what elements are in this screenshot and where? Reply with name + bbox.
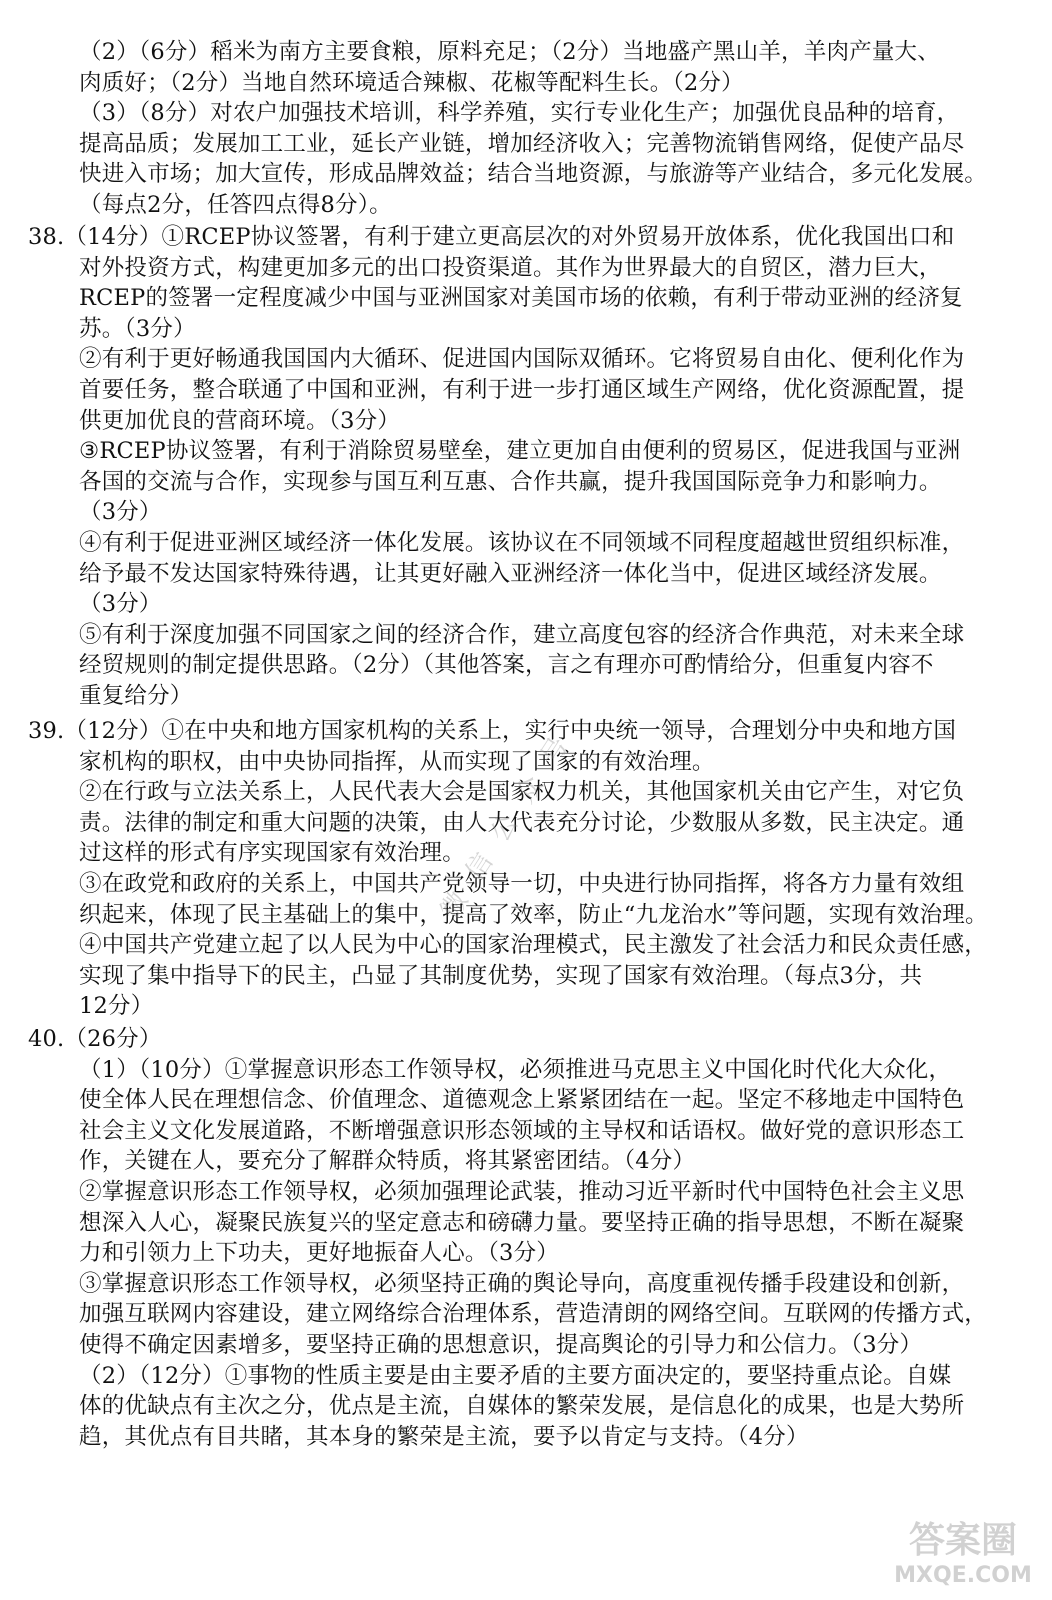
text-line: （2）（6分）稻米为南方主要食粮，原料充足；（2分）当地盛产黑山羊，羊肉产量大、: [79, 39, 940, 65]
text-line: 使全体人民在理想信念、价值理念、道德观念上紧紧团结在一起。坚定不移地走中国特色: [79, 1087, 965, 1114]
question-heading-line: 39.（12分）①在中央和地方国家机构的关系上，实行中央统一领导，合理划分中央和地方国: [28, 718, 957, 744]
text-line: 肉质好；（2分）当地自然环境适合辣椒、花椒等配料生长。（2分）: [79, 69, 744, 96]
text-line: ②在行政与立法关系上，人民代表大会是国家权力机关，其他国家机关由它产生，对它负: [79, 779, 965, 806]
text-line: 实现了集中指导下的民主，凸显了其制度优势，实现了国家有效治理。（每点3分，共: [79, 962, 923, 989]
text-line: 作，关键在人，要充分了解群众特质，将其紧密团结。（4分）: [79, 1148, 696, 1175]
text-line: ⑤有利于深度加强不同国家之间的经济合作，建立高度包容的经济合作典范，对未来全球: [79, 621, 965, 648]
text-line: 趋，其优点有目共睹，其本身的繁荣是主流，要予以肯定与支持。（4分）: [79, 1423, 809, 1450]
text-line: 给予最不发达国家特殊待遇，让其更好融入亚洲经济一体化当中，促进区域经济发展。: [79, 560, 942, 587]
text-line: 经贸规则的制定提供思路。（2分）（其他答案，言之有理亦可酌情给分，但重复内容不: [79, 652, 934, 679]
text-line: ③RCEP协议签署，有利于消除贸易壁垒，建立更加自由便利的贸易区，促进我国与亚洲: [79, 438, 961, 465]
text-line: 快进入市场；加大宣传，形成品牌效益；结合当地资源，与旅游等产业结合，多元化发展。: [79, 161, 988, 188]
text-line: ③在政党和政府的关系上，中国共产党领导一切，中央进行协同指挥，将各方力量有效组: [79, 870, 965, 897]
text-line: 重复给分）: [79, 682, 193, 709]
text-line: ③掌握意识形态工作领导权，必须坚持正确的舆论导向，高度重视传播手段建设和创新，: [79, 1270, 965, 1297]
text-line: （3分）: [79, 499, 162, 526]
text-line: ④中国共产党建立起了以人民为中心的国家治理模式，民主激发了社会活力和民众责任感，: [79, 932, 988, 959]
text-line: 织起来，体现了民主基础上的集中，提高了效率，防止“九龙治水”等问题，实现有效治理。: [79, 901, 988, 928]
text-line: 体的优缺点有主次之分，优点是主流，自媒体的繁荣发展，是信息化的成果，也是大势所: [79, 1393, 965, 1420]
text-line: ②掌握意识形态工作领导权，必须加强理论武装，推动习近平新时代中国特色社会主义思: [79, 1178, 965, 1205]
text-line: 首要任务，整合联通了中国和亚洲，有利于进一步打通区域生产网络，优化资源配置，提: [79, 376, 965, 403]
text-line: 社会主义文化发展道路，不断增强意识形态领域的主导权和话语权。做好党的意识形态工: [79, 1117, 965, 1144]
question-heading-line: 40.（26分）: [28, 1026, 162, 1052]
text-line: 过这样的形式有序实现国家有效治理。: [79, 840, 465, 867]
q38-answer-block: [28, 222, 1014, 712]
text-line: （1）（10分）①掌握意识形态工作领导权，必须推进马克思主义中国化时代化大众化，: [79, 1056, 952, 1083]
logo-domain: MXQE.COM: [894, 1563, 1032, 1588]
text-line: 各国的交流与合作，实现参与国互利互惠、合作共赢，提升我国国际竞争力和影响力。: [79, 468, 942, 495]
text-line: （3分）: [79, 591, 162, 618]
text-line: ④有利于促进亚洲区域经济一体化发展。该协议在不同领域不同程度超越世贸组织标准，: [79, 529, 965, 556]
text-line: 提高品质；发展加工工业，延长产业链，增加经济收入；完善物流销售网络，促使产品尽: [79, 130, 965, 157]
text-line: （每点2分，任答四点得8分）。: [79, 191, 392, 218]
q40-answer-block: [28, 1024, 1014, 1452]
q39-answer-block: [28, 716, 1014, 1022]
text-line: 想深入人心，凝聚民族复兴的坚定意志和磅礴力量。要坚持正确的指导思想，不断在凝聚: [79, 1209, 965, 1236]
text-line: ②有利于更好畅通我国国内大循环、促进国内国际双循环。它将贸易自由化、便利化作为: [79, 346, 965, 373]
site-logo: [888, 1508, 1038, 1590]
text-line: （2）（12分）①事物的性质主要是由主要矛盾的主要方面决定的，要坚持重点论。自媒: [79, 1362, 952, 1389]
watermark-text: 微信公众号: [435, 715, 586, 925]
text-line: 使得不确定因素增多，要坚持正确的思想意识，提高舆论的引导力和公信力。（3分）: [79, 1331, 923, 1358]
q37-answer-block: [79, 37, 1014, 221]
text-line: RCEP的签署一定程度减少中国与亚洲国家对美国市场的依赖，有利于带动亚洲的经济复: [79, 285, 963, 312]
text-line: 力和引领力上下功夫，更好地振奋人心。（3分）: [79, 1240, 559, 1267]
logo-title: 答案圈: [908, 1520, 1018, 1561]
text-line: 苏。（3分）: [79, 315, 196, 342]
question-heading-line: 38.（14分）①RCEP协议签署，有利于建立更高层次的对外贸易开放体系，优化我国出口和: [28, 224, 955, 250]
text-line: 责。法律的制定和重大问题的决策，由人大代表充分讨论，少数服从多数，民主决定。通: [79, 809, 965, 836]
text-line: 供更加优良的营商环境。（3分）: [79, 407, 401, 434]
text-line: 加强互联网内容建设，建立网络综合治理体系，营造清朗的网络空间。互联网的传播方式，: [79, 1301, 988, 1328]
text-line: 对外投资方式，构建更加多元的出口投资渠道。其作为世界最大的自贸区，潜力巨大，: [79, 254, 942, 281]
text-line: 家机构的职权，由中央协同指挥，从而实现了国家的有效治理。: [79, 748, 715, 775]
text-line: 12分）: [79, 993, 154, 1020]
text-line: （3）（8分）对农户加强技术培训，科学养殖，实行专业化生产；加强优良品种的培育，: [79, 100, 960, 127]
